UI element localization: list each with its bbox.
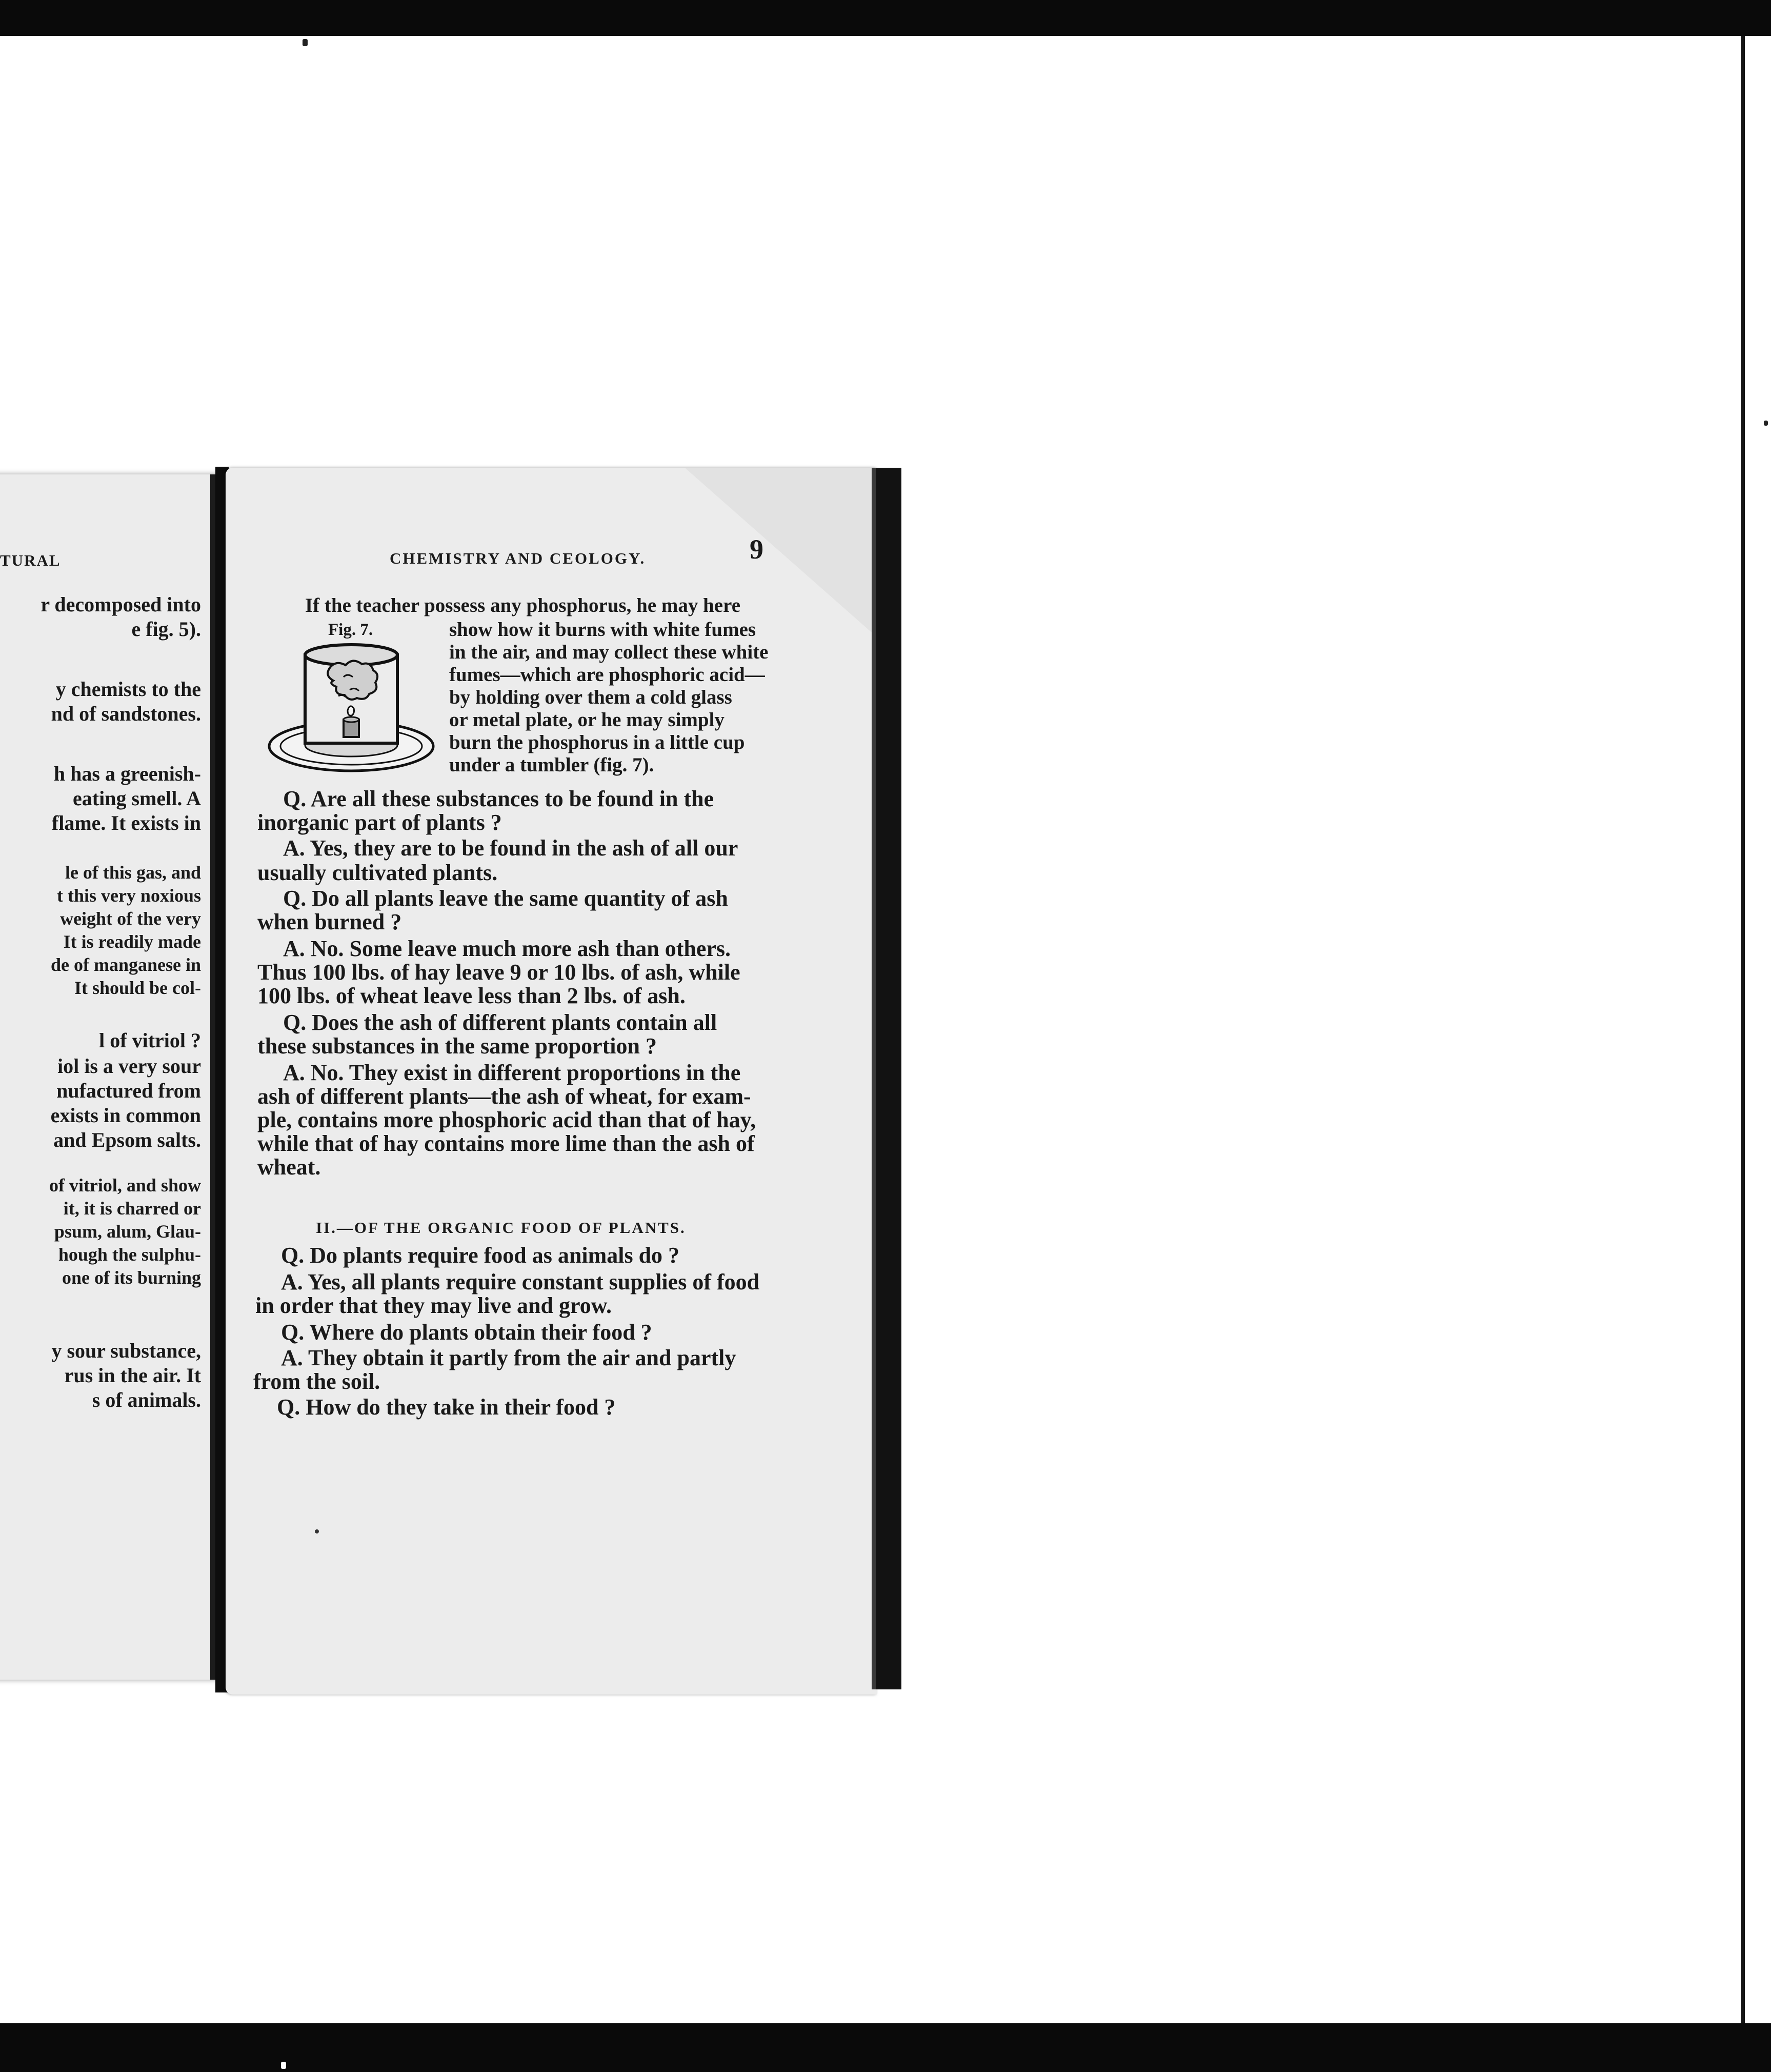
left-line: psum, alum, Glau- (54, 1221, 201, 1242)
book-fore-edge (872, 468, 901, 1689)
page-number: 9 (750, 534, 763, 565)
body-line: A. No. Some leave much more ash than others. (283, 936, 731, 961)
left-line: y sour substance, (51, 1339, 201, 1362)
body-line: these substances in the same proportion ? (257, 1033, 657, 1059)
left-line: one of its burning (62, 1267, 201, 1288)
left-running-head: TURAL (0, 551, 61, 569)
intro-line: in the air, and may collect these white (449, 641, 769, 663)
body-line: 100 lbs. of wheat leave less than 2 lbs. of ash. (257, 983, 686, 1008)
section-line: A. Yes, all plants require constant supplies of food (281, 1269, 760, 1294)
body-line: A. No. They exist in different proportions in the (283, 1060, 741, 1085)
print-speck (315, 1529, 319, 1533)
left-line: le of this gas, and (65, 862, 201, 883)
section-line: Q. Do plants require food as animals do ? (281, 1243, 680, 1268)
left-line: nd of sandstones. (51, 702, 201, 725)
body-line: wheat. (257, 1154, 321, 1180)
section-line: A. They obtain it partly from the air and partly (281, 1345, 736, 1370)
scan-speck (1764, 421, 1768, 426)
left-line: nufactured from (56, 1079, 201, 1102)
intro-line: burn the phosphorus in a little cup (449, 731, 745, 753)
left-line: it, it is charred or (63, 1198, 201, 1219)
left-line: It should be col- (74, 978, 201, 998)
scan-border-bottom (0, 2023, 1771, 2072)
left-line: s of animals. (92, 1388, 201, 1411)
body-line: while that of hay contains more lime than the ash of (257, 1131, 755, 1156)
intro-line: If the teacher possess any phosphorus, he may here (305, 594, 741, 616)
body-line: when burned ? (257, 909, 402, 934)
body-line: Q. Do all plants leave the same quantity of ash (283, 886, 728, 911)
left-line: t this very noxious (56, 885, 201, 906)
left-line: de of manganese in (50, 954, 201, 975)
left-line: and Epsom salts. (53, 1128, 201, 1151)
left-line: iol is a very sour (57, 1054, 201, 1078)
scan-speck (303, 39, 308, 46)
left-line: r decomposed into (41, 593, 201, 616)
intro-line: or metal plate, or he may simply (449, 709, 724, 731)
section-line: Q. How do they take in their food ? (277, 1394, 616, 1420)
body-line: inorganic part of plants ? (257, 810, 502, 835)
intro-line: under a tumbler (fig. 7). (449, 754, 654, 776)
left-line: flame. It exists in (51, 811, 201, 834)
section-line: from the soil. (253, 1369, 380, 1394)
section-line: in order that they may live and grow. (255, 1293, 612, 1318)
left-line: e fig. 5). (131, 617, 201, 641)
scan-speck (281, 2062, 286, 2069)
left-line: exists in common (50, 1104, 201, 1127)
left-line: h has a greenish- (53, 762, 201, 785)
body-line: A. Yes, they are to be found in the ash of all our (283, 835, 738, 861)
left-line: l of vitriol ? (99, 1029, 201, 1052)
body-line: usually cultivated plants. (257, 860, 498, 885)
body-line: Q. Are all these substances to be found in the (283, 786, 714, 811)
tumbler-illustration (267, 639, 436, 774)
body-line: Thus 100 lbs. of hay leave 9 or 10 lbs. of ash, while (257, 960, 740, 985)
body-line: ash of different plants—the ash of wheat, for exam- (257, 1084, 751, 1109)
left-page (0, 474, 215, 1680)
scan-border-right (1741, 36, 1745, 2023)
left-line: of vitriol, and show (49, 1175, 201, 1196)
scan-border-top (0, 0, 1771, 36)
left-line: hough the sulphu- (58, 1244, 201, 1265)
intro-line: show how it burns with white fumes (449, 619, 756, 641)
left-line: rus in the air. It (64, 1364, 201, 1387)
running-head: CHEMISTRY AND CEOLOGY. (390, 549, 646, 567)
left-line: eating smell. A (73, 787, 201, 810)
figure-label: Fig. 7. (328, 621, 373, 639)
left-line: weight of the very (60, 908, 201, 929)
intro-line: fumes—which are phosphoric acid— (449, 664, 765, 686)
section-line: Q. Where do plants obtain their food ? (281, 1320, 652, 1345)
left-line: y chemists to the (55, 678, 201, 701)
left-line: It is readily made (63, 931, 201, 952)
body-line: Q. Does the ash of different plants contain all (283, 1010, 717, 1035)
section-heading: II.—OF THE ORGANIC FOOD OF PLANTS. (316, 1219, 686, 1237)
intro-line: by holding over them a cold glass (449, 686, 732, 708)
body-line: ple, contains more phosphoric acid than that of hay, (257, 1107, 756, 1132)
